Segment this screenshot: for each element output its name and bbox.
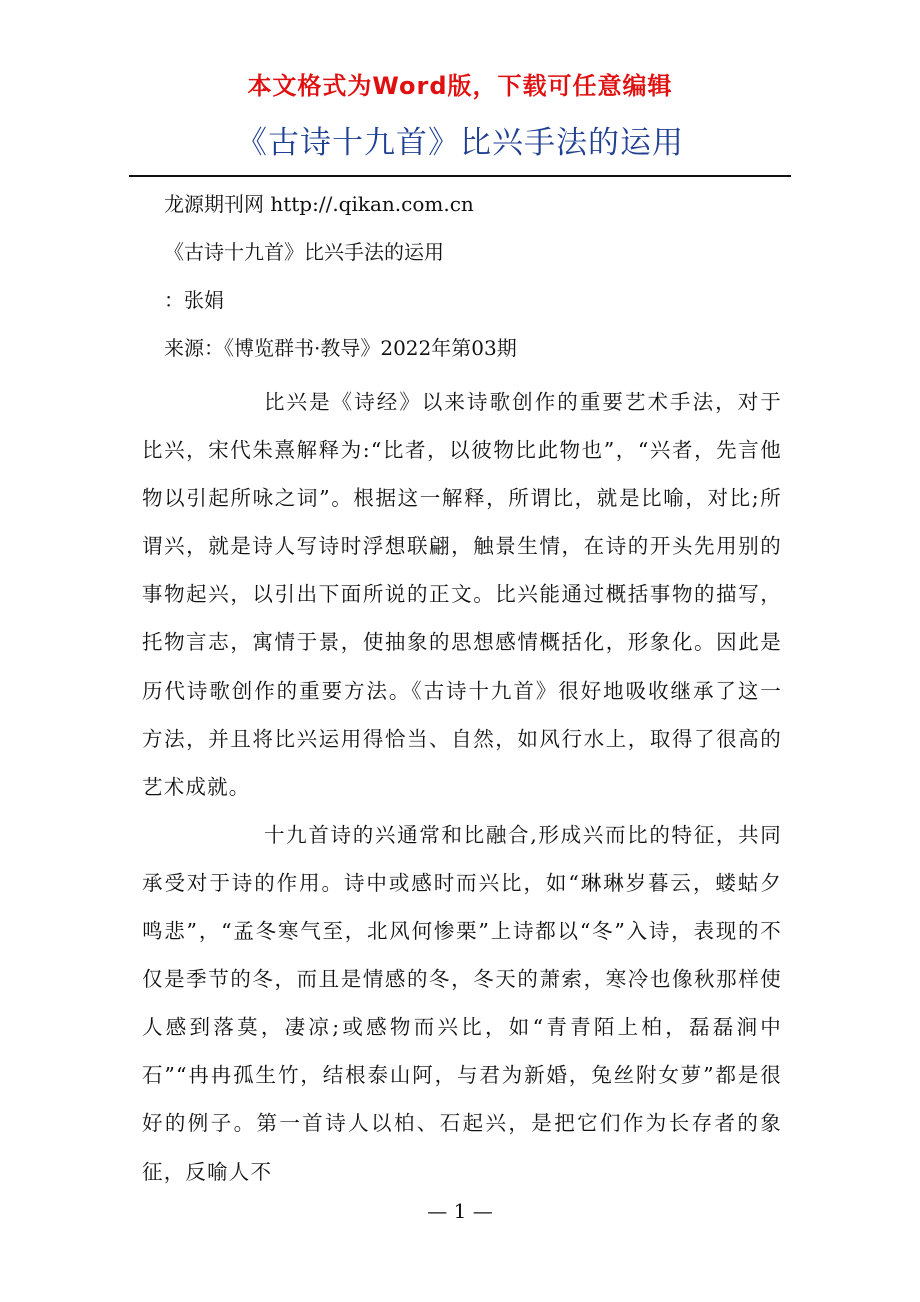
body-paragraph: 十九首诗的兴通常和比融合,形成兴而比的特征，共同承受对于诗的作用。诗中或感时而兴比，如“琳琳岁暮云，蝼蛄夕鸣悲”，“孟冬寒气至，北风何惨栗”上诗都以“冬”入诗，表现的不仅是季节的冬，而且是情感的冬，冬天的萧索，寒冷也像秋那样使人感到落莫，凄凉;或感物而兴比，如“青青陌上柏，磊磊涧中石”“冉冉孤生竹，结根泰山阿，与君为新婚，兔丝附女萝”都是很好的例子。第一首诗人以柏、石起兴，是把它们作为长存者的象征，反喻人不	[142, 822, 782, 1184]
body-paragraph: 比兴是《诗经》以来诗歌创作的重要艺术手法，对于比兴，宋代朱熹解释为:“比者，以彼物比此物也”，“兴者，先言他物以引起所咏之词”。根据这一解释，所谓比，就是比喻，对比;所谓兴，就是诗人写诗时浮想联翩，触景生情，在诗的开头先用别的事物起兴，以引出下面所说的正文。比兴能通过概括事物的描写，托物言志，寓情于景，使抽象的思想感情概括化，形象化。因此是历代诗歌创作的重要方法。《古诗十九首》很好地吸收继承了这一方法，并且将比兴运用得恰当、自然，如风行水上，取得了很高的艺术成就。	[142, 390, 782, 799]
page-number: — 1 —	[427, 1199, 493, 1223]
article-body	[142, 378, 782, 1196]
title-divider	[129, 175, 791, 177]
author-line: ：张娟	[164, 288, 224, 312]
document-title: 《古诗十九首》比兴手法的运用	[236, 125, 684, 161]
source-line: 来源：《博览群书·教导》2022年第03期	[164, 336, 517, 360]
download-banner: 本文格式为Word版，下载可任意编辑	[247, 72, 673, 100]
article-title: 《古诗十九首》比兴手法的运用	[164, 240, 444, 264]
source-site: 龙源期刊网 http://.qikan.com.cn	[164, 192, 474, 216]
